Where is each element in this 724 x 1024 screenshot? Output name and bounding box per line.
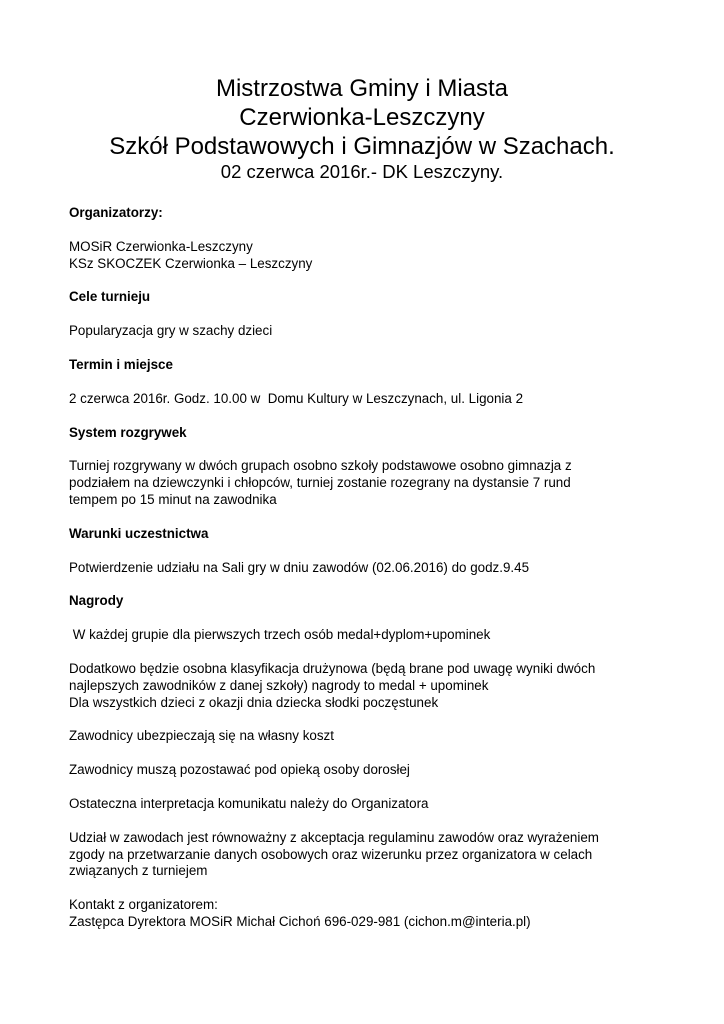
interpretation-note: Ostateczna interpretacja komunikatu należy do Organizatora <box>69 795 429 811</box>
prizes-team-line-3: Dla wszystkich dzieci z okazji dnia dziecka słodki poczęstunek <box>69 694 439 710</box>
system-line-3: tempem po 15 minut na zawodnika <box>69 491 277 507</box>
goals-text: Popularyzacja gry w szachy dzieci <box>69 323 273 339</box>
title-line-3: Szkół Podstawowych i Gimnazjów w Szachach. <box>109 133 615 160</box>
system-heading: System rozgrywek <box>69 424 187 440</box>
prizes-team-line-2: najlepszych zawodników z danej szkoły) nagrody to medal + upominek <box>69 677 489 693</box>
contact-details: Zastępca Dyrektora MOSiR Michał Cichoń 696-029-981 (cichon.m@interia.pl) <box>69 913 531 929</box>
contact-label: Kontakt z organizatorem: <box>69 897 218 913</box>
insurance-note: Zawodnicy ubezpieczają się na własny koszt <box>69 728 334 744</box>
goals-heading: Cele turnieju <box>69 289 151 305</box>
date-place-text: 2 czerwca 2016r. Godz. 10.00 w Domu Kultury w Leszczynach, ul. Ligonia 2 <box>69 390 524 406</box>
consent-line-2: zgody na przetwarzanie danych osobowych oraz wizerunku przez organizatora w celach <box>69 846 593 862</box>
title-date-line: 02 czerwca 2016r.- DK Leszczyny. <box>220 161 504 182</box>
system-line-2: podziałem na dziewczynki i chłopców, turniej zostanie rozegrany na dystansie 7 rund <box>69 475 571 491</box>
organizer-line-2: KSz SKOCZEK Czerwionka – Leszczyny <box>69 255 313 271</box>
title-line-2: Czerwionka-Leszczyny <box>239 104 485 131</box>
organizers-heading: Organizatorzy: <box>69 205 163 220</box>
conditions-text: Potwierdzenie udziału na Sali gry w dniu zawodów (02.06.2016) do godz.9.45 <box>69 559 530 575</box>
prizes-heading: Nagrody <box>69 593 124 609</box>
document-title <box>0 74 724 183</box>
system-line-1: Turniej rozgrywany w dwóch grupach osobno szkoły podstawowe osobno gimnazja z <box>69 458 572 474</box>
organizer-line-1: MOSiR Czerwionka-Leszczyny <box>69 238 253 254</box>
prizes-team-line-1: Dodatkowo będzie osobna klasyfikacja drużynowa (będą brane pod uwagę wyniki dwóch <box>69 660 596 676</box>
date-place-heading: Termin i miejsce <box>69 356 173 372</box>
prizes-text-1: W każdej grupie dla pierwszych trzech osób medal+dyplom+upominek <box>69 627 491 643</box>
title-line-1: Mistrzostwa Gminy i Miasta <box>215 75 509 102</box>
conditions-heading: Warunki uczestnictwa <box>69 525 209 541</box>
supervision-note: Zawodnicy muszą pozostawać pod opieką osoby dorosłej <box>69 762 410 778</box>
document-body <box>69 205 669 931</box>
consent-line-3: związanych z turniejem <box>69 863 208 879</box>
consent-line-1: Udział w zawodach jest równoważny z akceptacja regulaminu zawodów oraz wyrażeniem <box>69 829 599 845</box>
